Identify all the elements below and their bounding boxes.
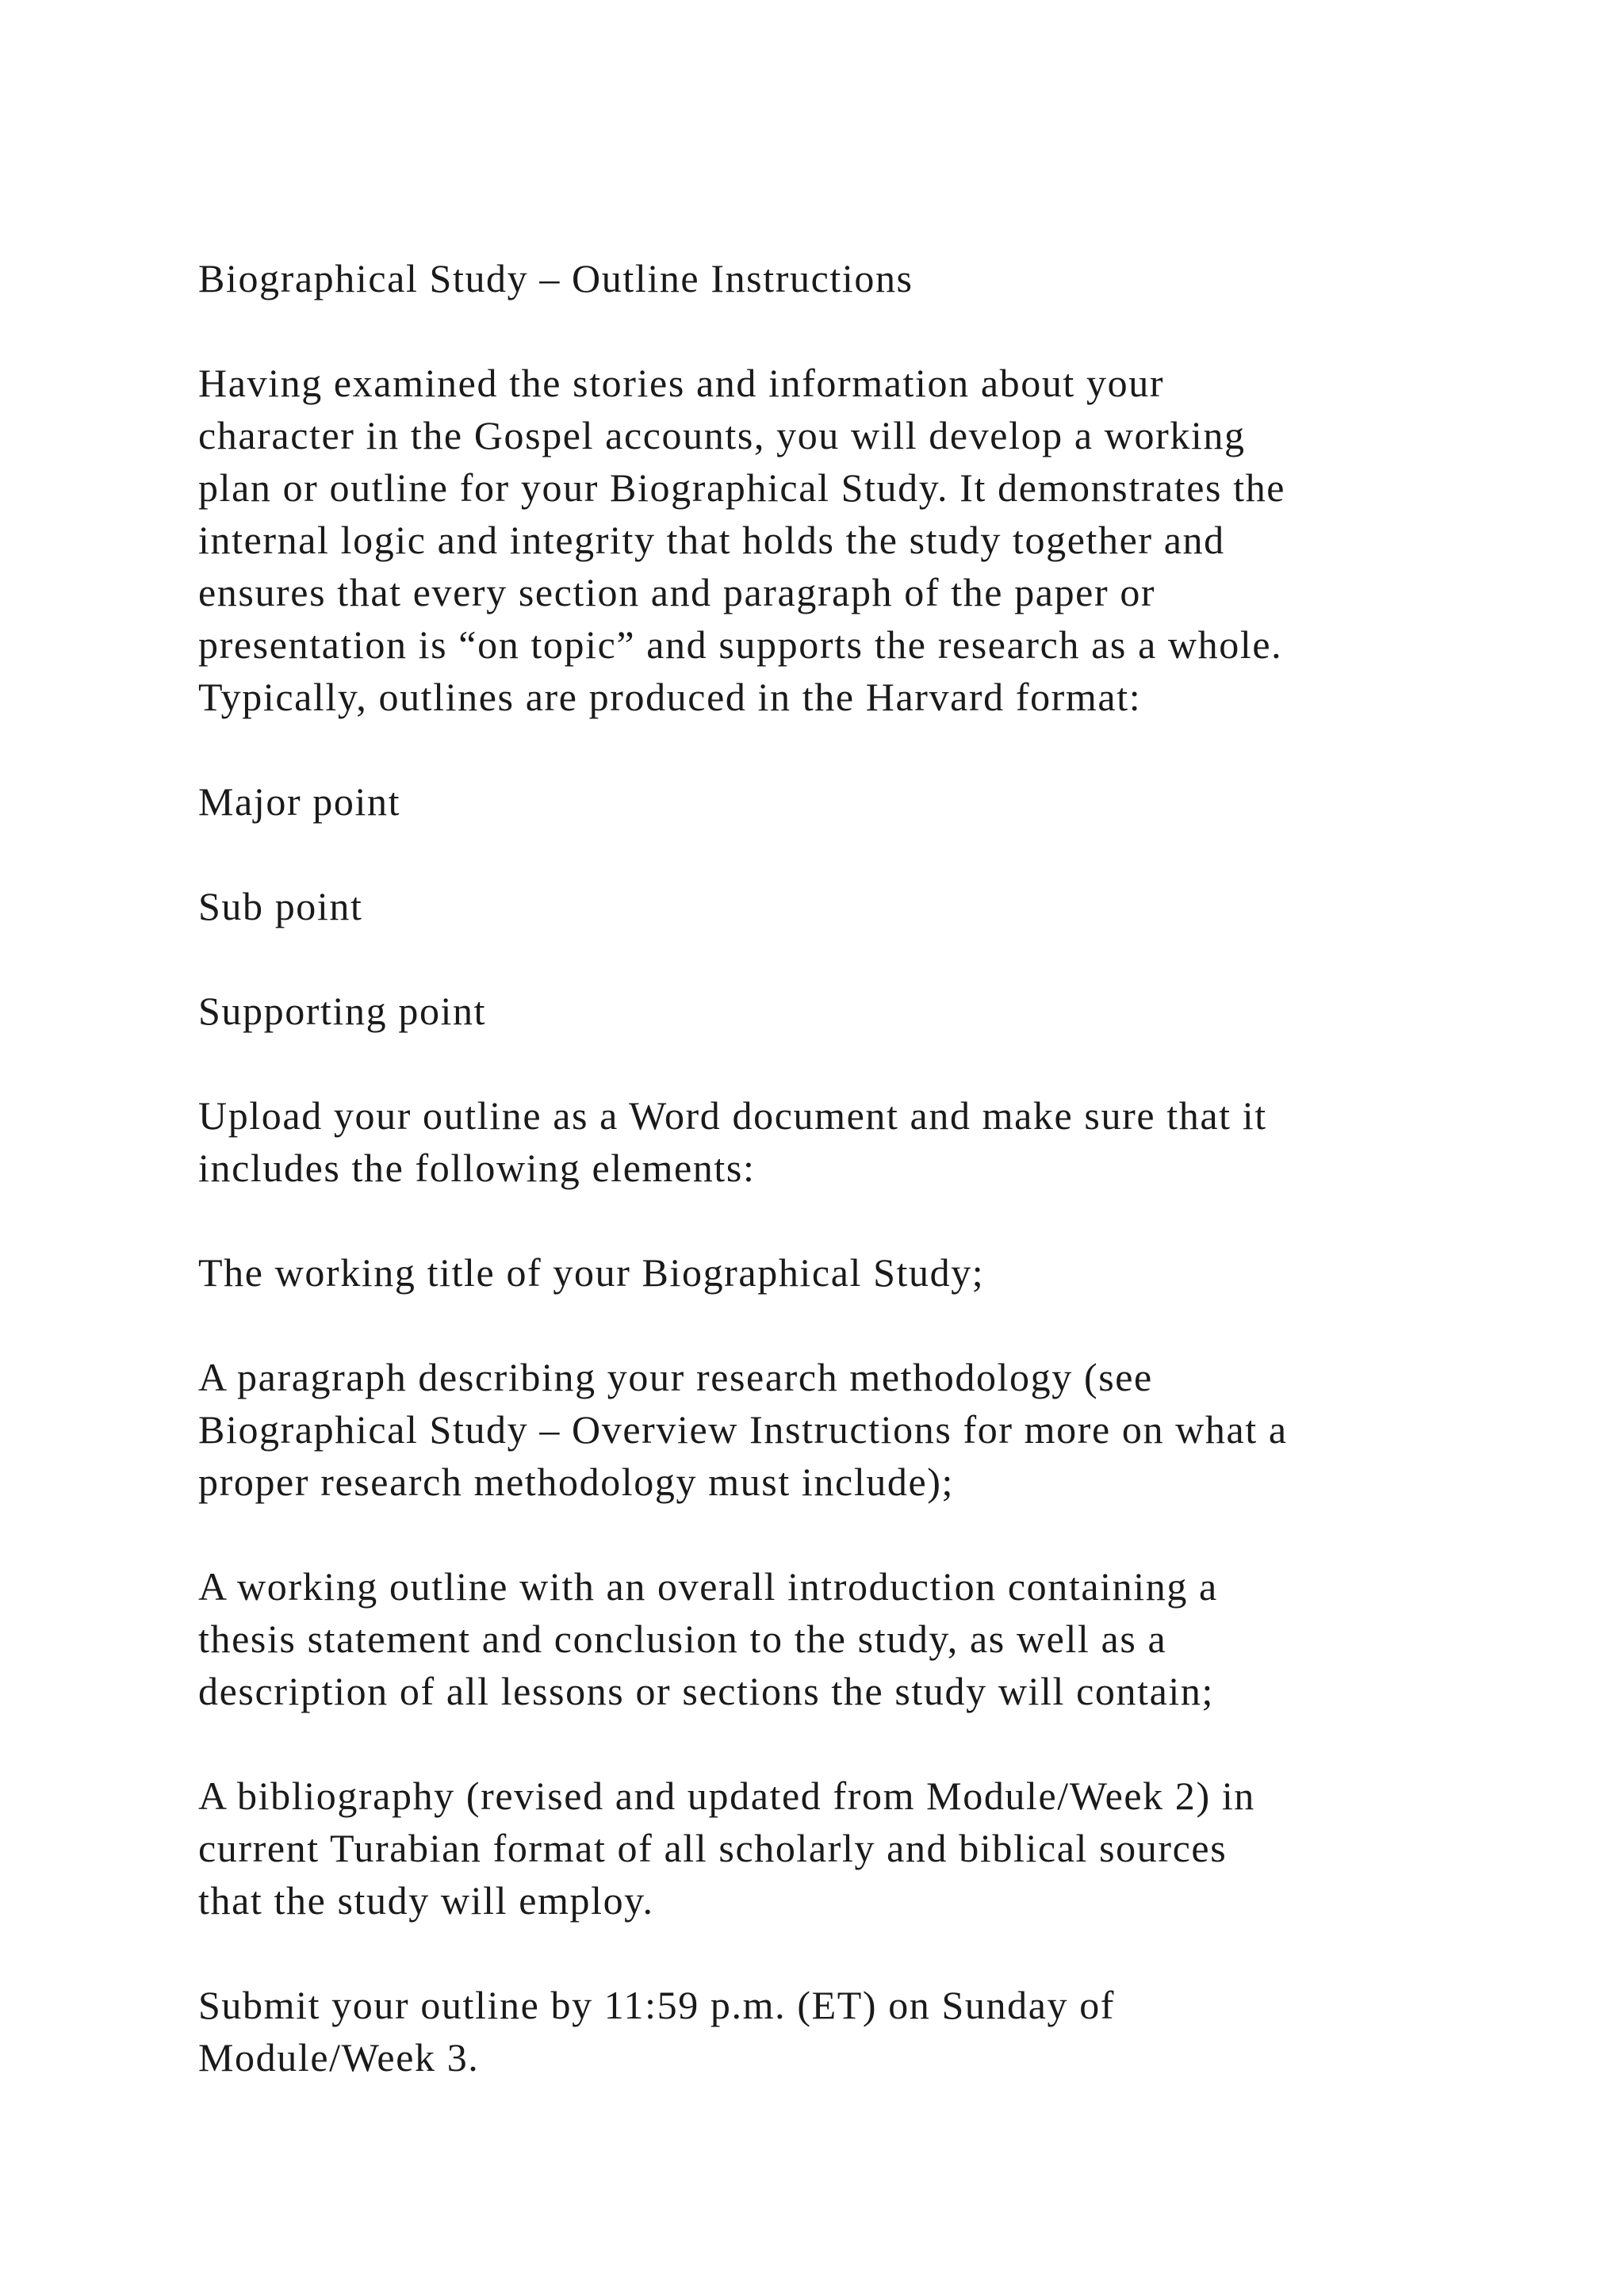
title-line: Biographical Study – Outline Instructions <box>198 256 914 300</box>
text-line: Typically, outlines are produced in the Harvard format: <box>198 675 1142 719</box>
element-working-outline <box>198 1560 1483 1717</box>
text-line: plan or outline for your Biographical Study. It demonstrates the <box>198 465 1286 510</box>
text-line: includes the following elements: <box>198 1146 756 1190</box>
text-line: ensures that every section and paragraph of the paper or <box>198 570 1156 614</box>
document-title <box>198 252 1483 304</box>
text-line: Upload your outline as a Word document and make sure that it <box>198 1093 1267 1138</box>
text-line: A paragraph describing your research methodology (see <box>198 1355 1153 1399</box>
format-level-sub <box>198 880 1483 932</box>
text-line: presentation is “on topic” and supports the research as a whole. <box>198 622 1283 667</box>
text-line: Module/Week 3. <box>198 2035 480 2080</box>
format-level-major <box>198 775 1483 828</box>
text-line: Biographical Study – Overview Instructions for more on what a <box>198 1407 1288 1452</box>
text-line: thesis statement and conclusion to the study, as well as a <box>198 1617 1167 1661</box>
text-line: Major point <box>198 779 401 824</box>
element-methodology <box>198 1351 1483 1508</box>
text-line: Sub point <box>198 884 363 928</box>
document-body <box>198 252 1483 2084</box>
upload-paragraph <box>198 1089 1483 1194</box>
text-line: The working title of your Biographical Study; <box>198 1250 985 1295</box>
text-line: Having examined the stories and information about your <box>198 361 1165 405</box>
text-line: Submit your outline by 11:59 p.m. (ET) on Sunday of <box>198 1983 1116 2027</box>
text-line: A working outline with an overall introduction containing a <box>198 1564 1218 1609</box>
text-line: proper research methodology must include); <box>198 1460 955 1504</box>
element-bibliography <box>198 1770 1483 1927</box>
intro-paragraph <box>198 357 1483 723</box>
text-line: that the study will employ. <box>198 1878 654 1923</box>
text-line: character in the Gospel accounts, you will develop a working <box>198 413 1246 457</box>
submit-paragraph <box>198 1979 1483 2084</box>
text-line: Supporting point <box>198 989 487 1033</box>
format-level-supporting <box>198 985 1483 1037</box>
text-line: internal logic and integrity that holds the study together and <box>198 518 1225 562</box>
element-working-title <box>198 1246 1483 1299</box>
text-line: current Turabian format of all scholarly and biblical sources <box>198 1826 1228 1870</box>
text-line: A bibliography (revised and updated from Module/Week 2) in <box>198 1774 1255 1818</box>
text-line: description of all lessons or sections the study will contain; <box>198 1669 1214 1713</box>
